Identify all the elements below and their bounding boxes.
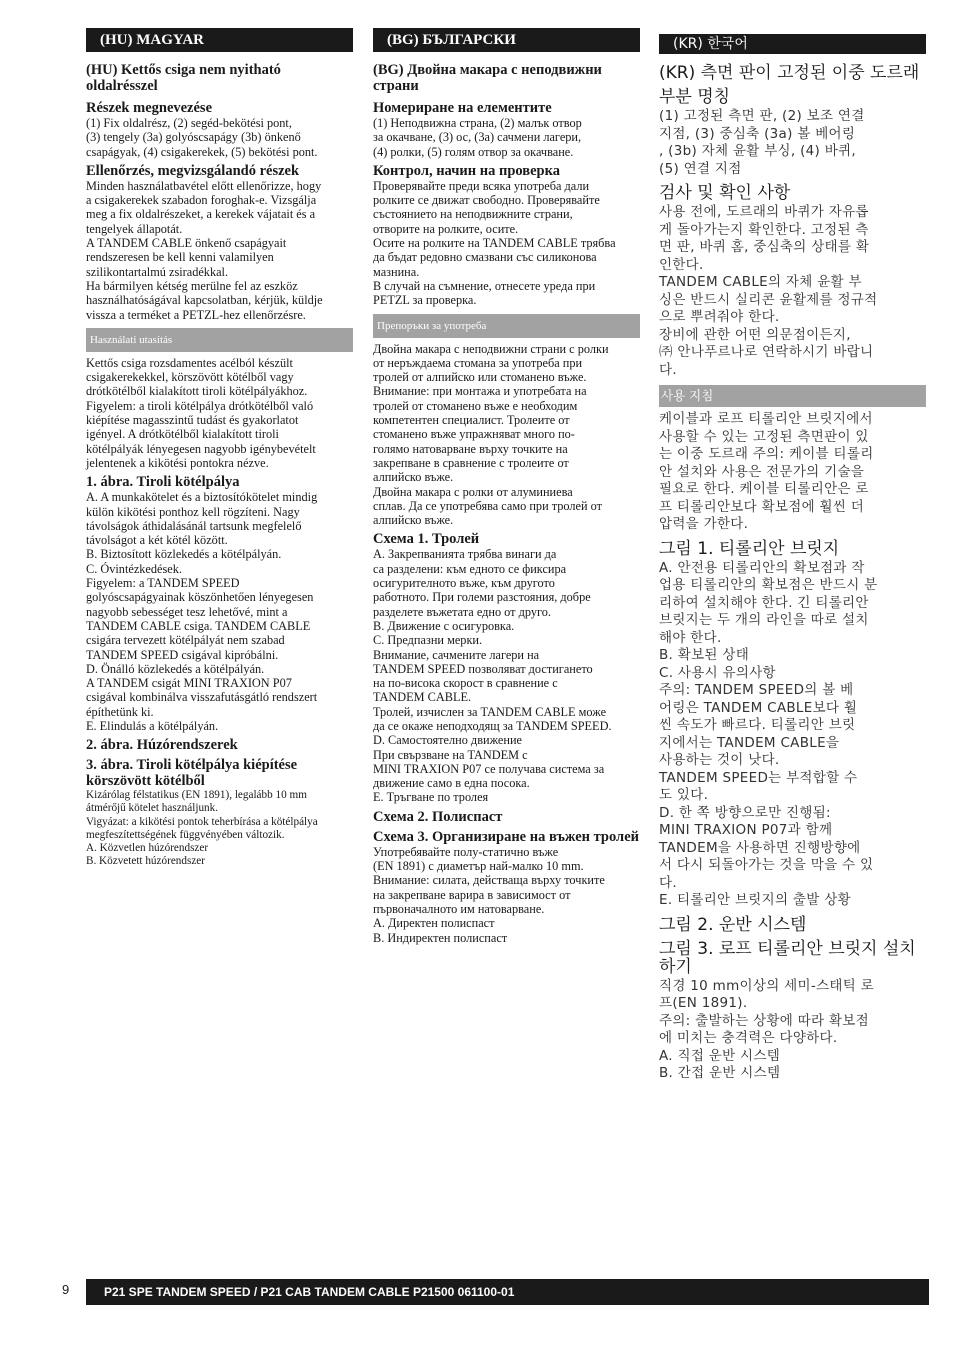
parts-text: (1) 고정된 측면 판, (2) 보조 연결 지점, (3) 중심축 (3a) 볼 베어링 , (3b) 자체 윤활 부싱, (4) 바퀴, (5) 연결 지점 (659, 108, 865, 177)
check-heading: Ellenőrzés, megvizsgálandó részek (86, 162, 300, 179)
figure-1-text: A. Закрепванията трябва винаги да са разделени: към едното се фиксира осигурителното въже, към другото работното. При големи разстояния, добре разделете въжетата едно от друго. B. Движение с осигуровка. C. Предпазни мерки. Внимание, сачмените лагери на TANDEM SPEED позволяват достигането на по-висока скорост в сравнение с TANDEM CABLE. Тролей, изчислен за TANDEM CABLE може да се окаже неподходящ за TANDEM SPEED. D. Самостоятелно движение При свързване на TANDEM с MINI TRAXION P07 се получава система за движение само в една посока. E. Тръгване по тролея (373, 547, 612, 805)
parts-heading: Номериране на елементите (373, 100, 552, 116)
check-heading: Контрол, начин на проверка (373, 162, 560, 179)
parts-text: (1) Fix oldalrész, (2) segéd-bekötési pont, (3) tengely (3a) golyóscsapágy (3b) önkenő csapágyak, (4) csigakerekek, (5) bekötési pont. (86, 116, 318, 159)
usage-text: Kettős csiga rozsdamentes acélból készült csigakerekekkel, körszövött kötélből vagy drótkötélből kialakított tiroli kötélpályákhoz. Figyelem: a tiroli kötélpálya drótkötélből való kiépítése magasszintű tudást és gyakorlatot igényel. A drótkötélből kialakított tiroli kötélpályák lényegesen nagyobb igénybevételt jelentenek a kikötési pontokra nézve. (86, 355, 316, 470)
figure-1-heading: 1. ábra. Tiroli kötélpálya (86, 474, 240, 491)
usage-bar: Препоръки за употреба (373, 314, 640, 338)
figure-2-heading: 2. ábra. Húzórendszerek (86, 737, 238, 754)
usage-bar: Használati utasítás (86, 328, 353, 352)
page-number: 9 (62, 1282, 70, 1297)
usage-text: Двойна макара с неподвижни страни с ролки от неръждаема стомана за употреба при тролей от алпийско или стоманено въже. Внимание: при монтажа и употребата на тролей от стоманено въже е необходим компетентен специалист. Тролеите от стоманено въже упражняват много по- голямо натоварване върху точките на закрепване в сравнение с тролеите от алпийско въже. Двойна макара с ролки от алуминиева сплав. Да се употребява само при тролей от алпийско въже. (373, 341, 609, 528)
figure-2-heading: 그림 2. 운반 시스템 (659, 914, 807, 935)
check-heading: 검사 및 확인 사항 (659, 183, 791, 203)
check-text: Проверявайте преди всяка употреба дали ролките се движат свободно. Проверявайте състоянието на неподвижните страни, отворите на ролките, осите. Осите на ролките на TANDEM CABLE трябва да бъдат редовно смазвани със силиконова мазнина. В случай на съмнение, отнесете уреда при PETZL за проверка. (373, 178, 616, 308)
figure-3-heading: Схема 3. Организиране на въжен тролей (373, 828, 639, 845)
column-korean (659, 28, 926, 1083)
figure-1-heading: 그림 1. 티롤리안 브릿지 (659, 538, 840, 559)
section-header: (HU) MAGYAR (86, 28, 353, 52)
figure-1-text: A. A munkakötelet és a biztosítókötelet mindig külön kikötési ponthoz kell rögzíteni. Nagy távolságok áthidalásánál tartsunk megfelelő távolságot a két kötél között. B. Biztosított közlekedés a kötélpályán. C. Óvintézkedések. Figyelem: a TANDEM SPEED golyóscsapágyainak köszönhetően lényegesen nagyobb sebességet tesz lehetővé, mint a TANDEM CABLE csiga. TANDEM CABLE csigára tervezett kötélpályát nem szabad TANDEM SPEED csigával kipróbálni. D. Önálló közlekedés a kötélpályán. A TANDEM csigát MINI TRAXION P07 csigával kombinálva visszafutásgátló rendszert építhetünk ki. E. Elindulás a kötélpályán. (86, 490, 318, 733)
usage-bar: 사용 지침 (659, 385, 926, 407)
figure-1-text: A. 안전용 티롤리안의 확보점과 작 업용 티롤리안의 확보점은 반드시 분 리하여 설치해야 한다. 긴 티롤리안 브릿지는 두 개의 라인을 따로 설치 해야 한다. B. 확보된 상태 C. 사용시 유의사항 주의: TANDEM SPEED의 볼 베 어링은 TANDEM CABLE보다 훨 씬 속도가 빠르다. 티롤리안 브릿 지에서는 TANDEM CABLE을 사용하는 것이 낫다. TANDEM SPEED는 부적합할 수 도 있다. D. 한 쪽 방향으로만 진행됨: MINI TRAXION P07과 함께 TANDEM을 사용하면 진행방향에 서 다시 되돌아가는 것을 막을 수 있 다. E. 티롤리안 브릿지의 출발 상황 (659, 559, 878, 908)
section-header: (KR) 한국어 (659, 34, 926, 54)
check-text: 사용 전에, 도르래의 바퀴가 자유롭 게 돌아가는지 확인한다. 고정된 측 면 판, 바퀴 홈, 중심축의 상태를 확 인한다. TANDEM CABLE의 자체 윤활 부 싱은 반드시 실리콘 윤활제를 정규적 으로 뿌려줘야 한다. 장비에 관한 어떤 의문점이든지, ㈜ 안나푸르나로 연락하시기 바랍니 다. (659, 204, 878, 378)
footer-bar: P21 SPE TANDEM SPEED / P21 CAB TANDEM CABLE P21500 061100-01 (86, 1279, 929, 1305)
section-header: (BG) БЪЛГАРСКИ (373, 28, 640, 52)
usage-text: 케이블과 로프 티롤리안 브릿지에서 사용할 수 있는 고정된 측면판이 있 는 이중 도르래 주의: 케이블 티롤리 안 설치와 사용은 전문가의 기술을 필요로 한다. 케이블 티롤리안은 로 프 티롤리안보다 확보점에 훨씬 더 압력을 가한다. (659, 411, 874, 532)
figure-3-text: Употребявайте полу-статично въже (EN 1891) с диаметър най-малко 10 mm. Внимание: силата, действаща върху точките на закрепване варира в зависимост от първоначалното им натоварване. A. Директен полиспаст B. Индиректен полиспаст (373, 844, 605, 945)
parts-heading: 부분 명칭 (659, 87, 731, 107)
product-title: (HU) Kettős csiga nem nyitható oldalrésszel (86, 62, 281, 94)
check-text: Minden használatbavétel előtt ellenőrizze, hogy a csigakerekek szabadon foroghak-e. Vizsgálja meg a fix oldalrészeket, a kerekek vájatait és a tengelyek állapotát. A TANDEM CABLE önkenő csapágyait rendszeresen be kell kenni valamilyen szilikontartalmú zsiradékkal. Ha bármilyen kétség merülne fel az eszköz használhatóságával kapcsolatban, kérjük, küldje vissza a terméket a PETZL-hez ellenőrzésre. (86, 178, 323, 322)
product-title: (BG) Двойна макара с неподвижни страни (373, 62, 602, 94)
parts-heading: Részek megnevezése (86, 100, 213, 116)
parts-text: (1) Неподвижна страна, (2) малък отвор за окачване, (3) ос, (3а) сачмени лагери, (4) ролки, (5) голям отвор за окачване. (373, 116, 582, 159)
figure-3-text: 직경 10 mm이상의 세미-스태틱 로 프(EN 1891). 주의: 출발하는 상황에 따라 확보점 에 미치는 충격력은 다양하다. A. 직접 운반 시스템 B. 간접 운반 시스템 (659, 977, 874, 1081)
column-bulgarian (373, 28, 640, 949)
figure-3-heading: 그림 3. 로프 티롤리안 브릿지 설치하기 (659, 938, 916, 977)
figure-1-heading: Схема 1. Тролей (373, 531, 480, 548)
figure-2-heading: Схема 2. Полиспаст (373, 808, 503, 825)
column-hungarian (86, 28, 353, 873)
product-title: (KR) 측면 판이 고정된 이중 도르래 (659, 63, 920, 83)
figure-3-text: Kizárólag félstatikus (EN 1891), legalább 10 mm átmérőjű kötelet használjunk. Vigyázat: a kikötési pontok teherbírása a kötélpálya megfeszítettségének függvényében változik. A. Közvetlen húzórendszer B. Közvetett húzórendszer (86, 789, 318, 868)
figure-3-heading: 3. ábra. Tiroli kötélpálya kiépítése körszövött kötélből (86, 757, 298, 790)
